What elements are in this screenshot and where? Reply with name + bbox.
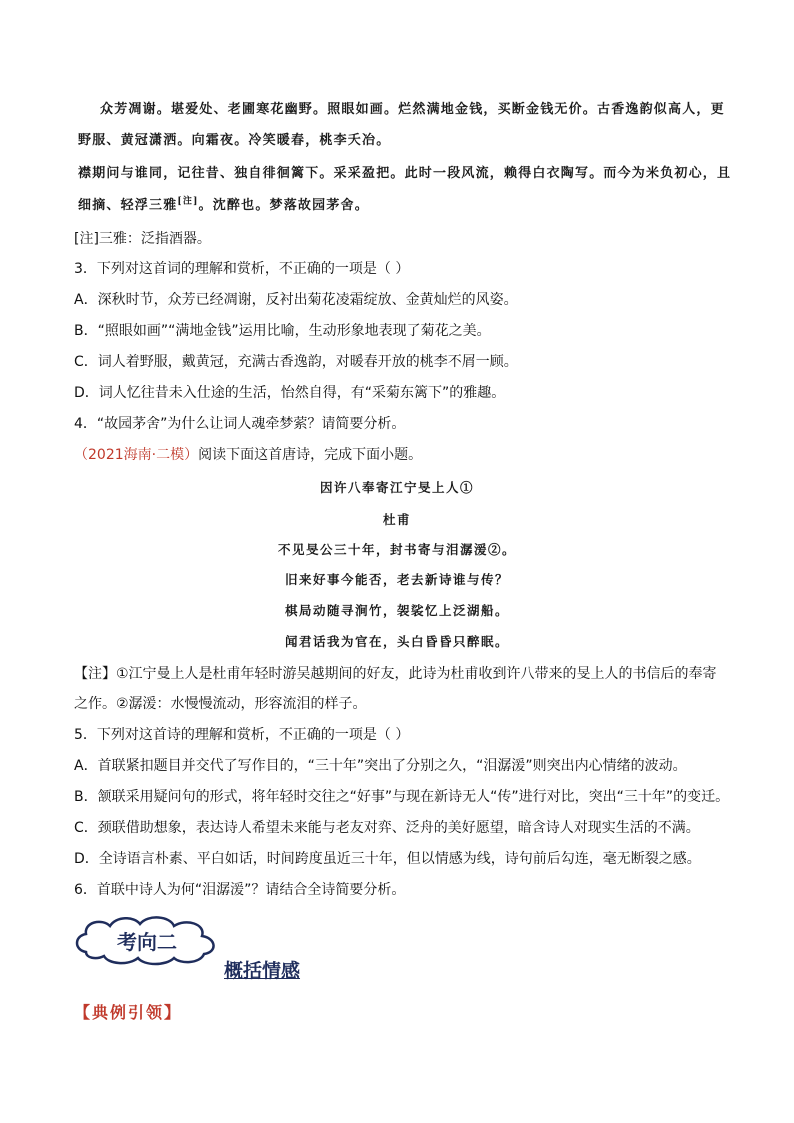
question-5-option-c: C．颈联借助想象，表达诗人希望未来能与老友对弈、泛舟的美好愿望，暗含诗人对现实生活的不满。 (74, 820, 700, 836)
example-lead-heading: 【典例引领】 (74, 1003, 183, 1022)
section-badge-label: 考向二 (117, 930, 177, 954)
question-5-option-b: B．颔联采用疑问句的形式，将年轻时交往之“好事”与现在新诗无人“传”进行对比，突出“三十年”的变迁。 (74, 789, 730, 805)
poem1-line3: 襟期问与谁同，记往昔、独自徘徊篱下。采采盈把。此时一段风流，赖得白衣陶写。而今为米负初心，且 (78, 166, 732, 181)
section-badge (72, 912, 222, 968)
poem2-note-line1: 【注】①江宁曼上人是杜甫年轻时游吴越期间的好友，此诗为杜甫收到许八带来的旻上人的书信后的奉寄 (74, 666, 717, 682)
question-4: 4．“故园茅舍”为什么让词人魂牵梦萦？请简要分析。 (74, 416, 406, 432)
poem2-note-line2: 之作。②潺湲：水慢慢流动，形容流泪的样子。 (74, 696, 367, 712)
question-3-option-b: B．“照眼如画”“满地金钱”运用比喻，生动形象地表现了菊花之美。 (74, 323, 491, 339)
poem2-line1: 不见旻公三十年，封书寄与泪潺湲②。 (277, 542, 516, 557)
question-5-stem: 5．下列对这首诗的理解和赏析，不正确的一项是（ ） (74, 727, 410, 743)
poem2-author: 杜甫 (382, 512, 411, 527)
poem1-line4 (78, 196, 369, 216)
poem2-line4: 闻君话我为官在，头白昏昏只醉眠。 (284, 634, 509, 649)
poem2-line3: 棋局动随寻涧竹，袈裟忆上泛湖船。 (284, 603, 509, 618)
poem2-title: 因许八奉寄江宁旻上人① (319, 480, 474, 495)
question-3-option-a: A．深秋时节，众芳已经凋谢，反衬出菊花凌霜绽放、金黄灿烂的风姿。 (74, 292, 518, 308)
question-3-option-d: D．词人忆往昔未入仕途的生活，怡然自得，有“采菊东篱下”的雅趣。 (74, 385, 506, 401)
question-5-option-d: D．全诗语言朴素、平白如话，时间跨度虽近三十年，但以情感为线，诗句前后勾连，毫无断裂之感。 (74, 851, 701, 867)
poem1-line4-part1: 细摘、轻浮三雅 (78, 198, 178, 213)
poem1-note-marker: [注] (177, 196, 199, 207)
poem1-line1: 众芳凋谢。堪爱处、老圃寒花幽野。照眼如画。烂然满地金钱，买断金钱无价。古香逸韵似高人，更 (100, 102, 725, 117)
question-5-option-a: A．首联紧扣题目并交代了写作目的，“三十年”突出了分别之久，“泪潺湲”则突出内心情绪的波动。 (74, 758, 687, 774)
poem1-note: [注]三雅：泛指酒器。 (74, 231, 211, 247)
question-3-stem: 3．下列对这首词的理解和赏析，不正确的一项是（ ） (74, 261, 410, 277)
question-6: 6．首联中诗人为何“泪潺湲”？请结合全诗简要分析。 (74, 882, 406, 898)
intro-text: 阅读下面这首唐诗，完成下面小题。 (198, 447, 423, 463)
reading-intro (74, 445, 422, 465)
source-tag: （2021海南·二模） (74, 447, 199, 463)
poem1-line2: 野服、黄冠潇洒。向霜夜。冷笑暖春，桃李夭冶。 (78, 133, 391, 148)
poem1-line4-part2: 。沈醉也。梦落故园茅舍。 (198, 198, 369, 213)
poem2-line2: 旧来好事今能否，老去新诗谁与传？ (284, 572, 509, 587)
section-title: 概括情感 (224, 960, 301, 982)
question-3-option-c: C．词人着野服，戴黄冠，充满古香逸韵，对暖春开放的桃李不屑一顾。 (74, 354, 518, 370)
